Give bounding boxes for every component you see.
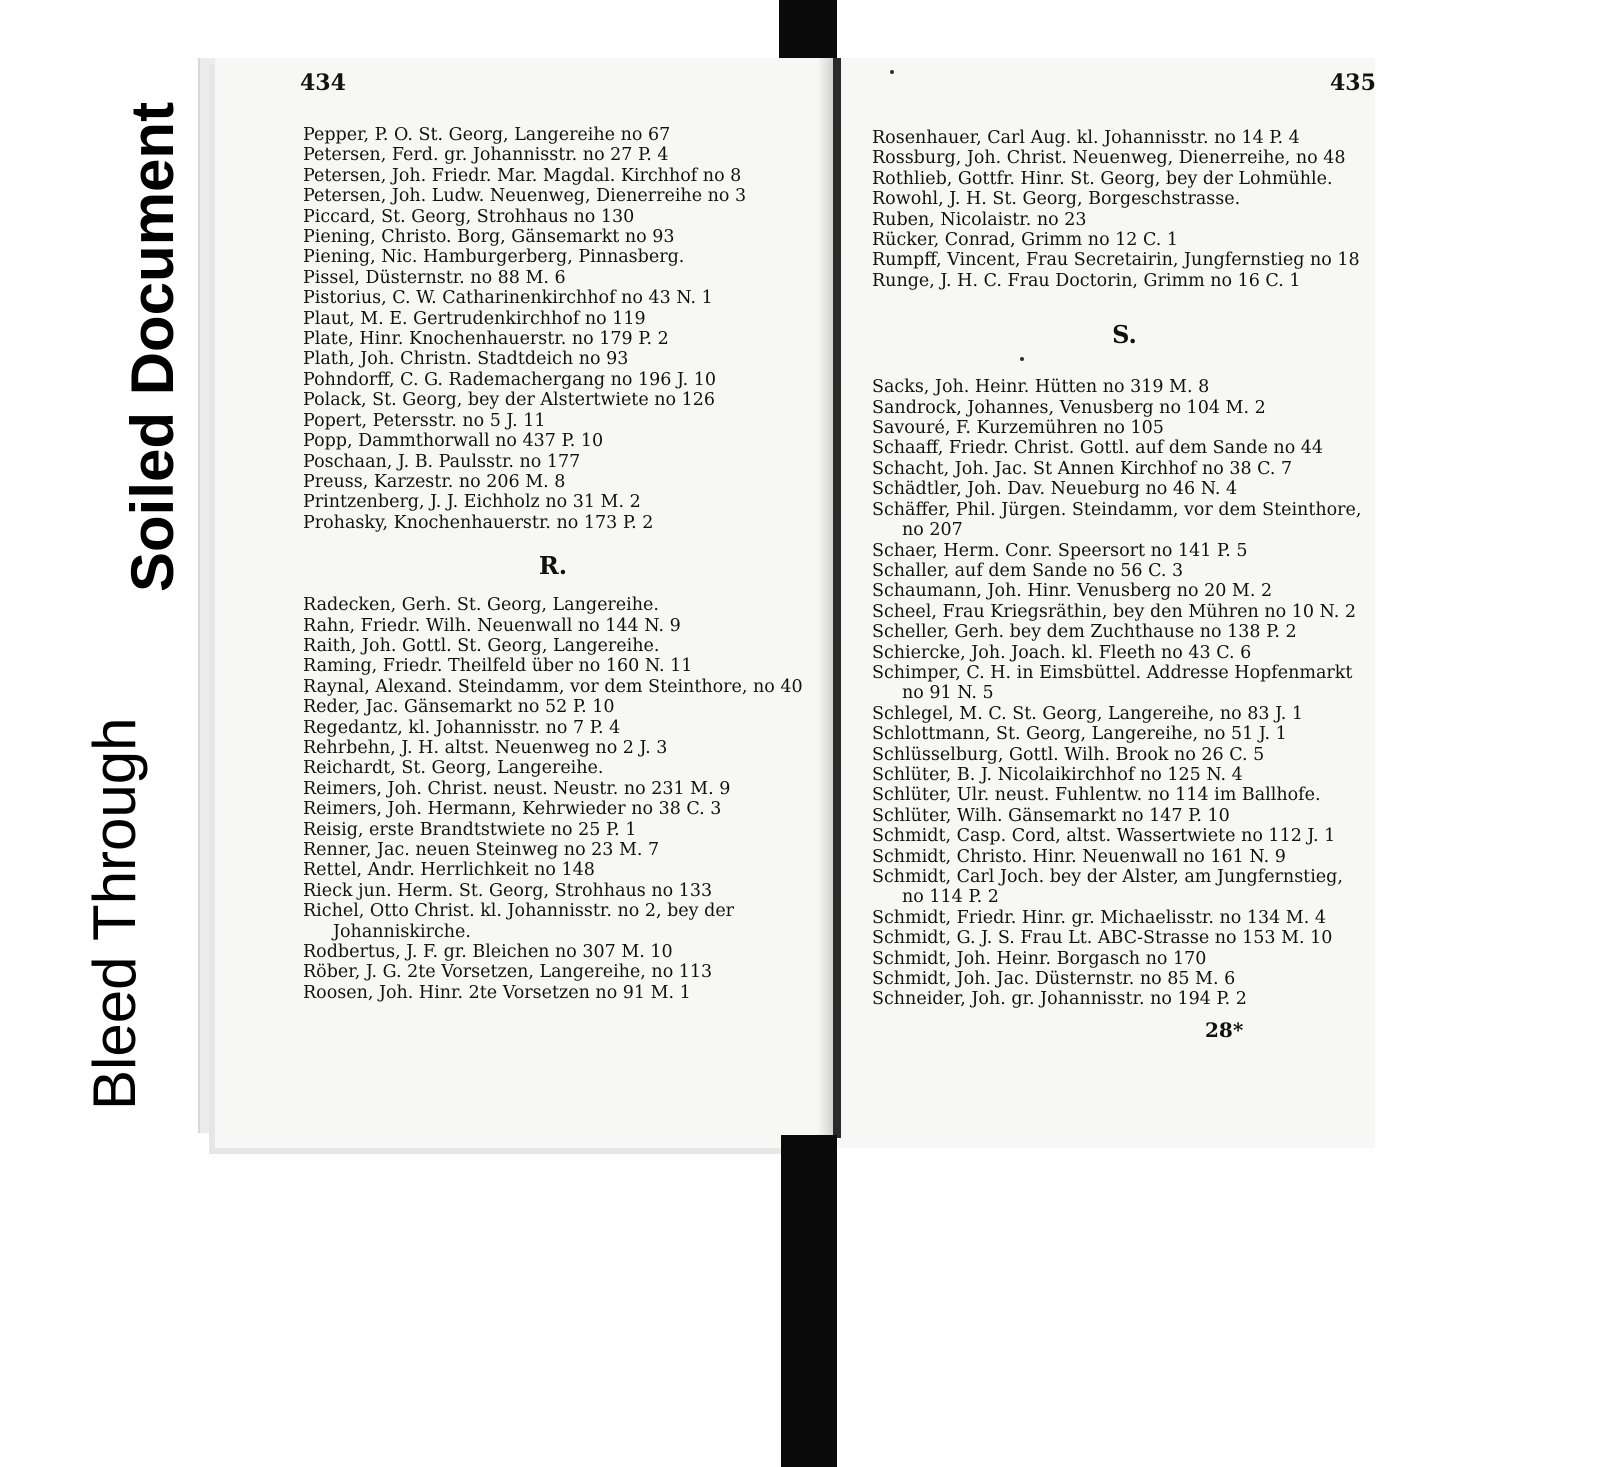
directory-entry: Rettel, Andr. Herrlichkeit no 148 bbox=[303, 860, 595, 881]
directory-entry: Plate, Hinr. Knochenhauerstr. no 179 P. 2 bbox=[303, 329, 669, 350]
directory-entry: Pissel, Düsternstr. no 88 M. 6 bbox=[303, 267, 566, 288]
directory-entry: Schmidt, Joh. Heinr. Borgasch no 170 bbox=[872, 948, 1207, 969]
entry-continuation: no 91 N. 5 bbox=[902, 683, 994, 704]
directory-entry: Schmidt, Casp. Cord, altst. Wassertwiete no 112 J. 1 bbox=[872, 826, 1336, 847]
directory-entry: Schäffer, Phil. Jürgen. Steindamm, vor dem Steinthore, bbox=[872, 499, 1362, 520]
directory-entry: Schacht, Joh. Jac. St Annen Kirchhof no 38 C. 7 bbox=[872, 458, 1293, 479]
directory-entry: Regedantz, kl. Johannisstr. no 7 P. 4 bbox=[303, 717, 621, 738]
directory-entry: Scheel, Frau Kriegsräthin, bey den Mühren no 10 N. 2 bbox=[872, 601, 1357, 622]
directory-entry: Savouré, F. Kurzemühren no 105 bbox=[872, 418, 1164, 439]
directory-entry: Reimers, Joh. Christ. neust. Neustr. no 231 M. 9 bbox=[303, 778, 731, 799]
directory-entry: Raynal, Alexand. Steindamm, vor dem Steinthore, no 40 bbox=[303, 676, 803, 697]
directory-entry: Schlüter, B. J. Nicolaikirchhof no 125 N. 4 bbox=[872, 764, 1243, 785]
entries-r-list-right bbox=[872, 128, 1377, 291]
directory-entry: Richel, Otto Christ. kl. Johannisstr. no 2, bey der bbox=[303, 901, 735, 922]
directory-entry: Rossburg, Joh. Christ. Neuenweg, Dienerreihe, no 48 bbox=[872, 148, 1346, 169]
entries-s-list-4 bbox=[872, 908, 1377, 1010]
directory-entry: Reder, Jac. Gänsemarkt no 52 P. 10 bbox=[303, 697, 615, 718]
directory-entry: Piening, Christo. Borg, Gänsemarkt no 93 bbox=[303, 227, 675, 248]
directory-entry: Pepper, P. O. St. Georg, Langereihe no 67 bbox=[303, 125, 671, 145]
entries-s-list bbox=[872, 377, 1377, 520]
directory-entry: Reisig, erste Brandtstwiete no 25 P. 1 bbox=[303, 819, 637, 840]
entries-r-list bbox=[303, 595, 803, 922]
section-letter-r: R. bbox=[538, 551, 568, 581]
directory-entry: Rothlieb, Gottfr. Hinr. St. Georg, bey der Lohmühle. bbox=[872, 168, 1333, 189]
directory-entry: Rosenhauer, Carl Aug. kl. Johannisstr. no 14 P. 4 bbox=[872, 128, 1300, 148]
directory-entry: Schiercke, Joh. Joach. kl. Fleeth no 43 C. 6 bbox=[872, 642, 1252, 663]
directory-entry: Prohasky, Knochenhauerstr. no 173 P. 2 bbox=[303, 512, 654, 533]
directory-entry: Roosen, Joh. Hinr. 2te Vorsetzen no 91 M. 1 bbox=[303, 982, 691, 1003]
directory-entry: Polack, St. Georg, bey der Alstertwiete no 126 bbox=[303, 390, 716, 411]
directory-entry: Radecken, Gerh. St. Georg, Langereihe. bbox=[303, 595, 659, 616]
speck bbox=[843, 1355, 847, 1359]
directory-entry: Scheller, Gerh. bey dem Zuchthause no 138 P. 2 bbox=[872, 622, 1297, 643]
directory-entry: Rodbertus, J. F. gr. Bleichen no 307 M. 10 bbox=[303, 942, 673, 963]
directory-entry: Rücker, Conrad, Grimm no 12 C. 1 bbox=[872, 230, 1179, 251]
directory-entry: Poschaan, J. B. Paulsstr. no 177 bbox=[303, 451, 581, 472]
directory-entry: Schmidt, Christo. Hinr. Neuenwall no 161 N. 9 bbox=[872, 846, 1286, 867]
directory-entry: Raming, Friedr. Theilfeld über no 160 N. 11 bbox=[303, 656, 693, 677]
entries-p-list bbox=[303, 125, 803, 533]
right-page-number: 435 bbox=[1330, 70, 1376, 96]
gutter-bottom-bar bbox=[781, 1135, 837, 1467]
entries-s-list-2 bbox=[872, 541, 1377, 684]
directory-entry: Schlüter, Ulr. neust. Fuhlentw. no 114 im Ballhofe. bbox=[872, 785, 1321, 806]
directory-entry: Popp, Dammthorwall no 437 P. 10 bbox=[303, 431, 604, 452]
directory-entry: Schimper, C. H. in Eimsbüttel. Addresse Hopfenmarkt bbox=[872, 662, 1353, 683]
directory-entry: Renner, Jac. neuen Steinweg no 23 M. 7 bbox=[303, 840, 660, 860]
directory-entry: Plaut, M. E. Gertrudenkirchhof no 119 bbox=[303, 308, 646, 329]
directory-entry: Rumpff, Vincent, Frau Secretairin, Jungfernstieg no 18 bbox=[872, 250, 1360, 271]
entries-s-list-3 bbox=[872, 704, 1377, 888]
entry-continuation: Johanniskirche. bbox=[333, 921, 471, 942]
speck bbox=[1020, 357, 1024, 361]
directory-entry: Schlüter, Wilh. Gänsemarkt no 147 P. 10 bbox=[872, 805, 1230, 826]
left-column bbox=[303, 125, 803, 1003]
directory-entry: Pohndorff, C. G. Rademachergang no 196 J. 10 bbox=[303, 369, 717, 390]
directory-entry: Schaer, Herm. Conr. Speersort no 141 P. 5 bbox=[872, 540, 1248, 561]
directory-entry: Schmidt, G. J. S. Frau Lt. ABC-Strasse no 153 M. 10 bbox=[872, 928, 1333, 949]
directory-entry: Rieck jun. Herm. St. Georg, Strohhaus no 133 bbox=[303, 880, 713, 901]
directory-entry: Schädtler, Joh. Dav. Neueburg no 46 N. 4 bbox=[872, 479, 1238, 500]
entries-r-list-2 bbox=[303, 942, 803, 1003]
bleed-through-stamp: Bleed Through bbox=[81, 717, 148, 1110]
directory-entry: Röber, J. G. 2te Vorsetzen, Langereihe, no 113 bbox=[303, 962, 713, 983]
directory-entry: Schmidt, Carl Joch. bey der Alster, am Jungfernstieg, bbox=[872, 867, 1343, 887]
right-column bbox=[872, 128, 1377, 1010]
directory-entry: Schaaff, Friedr. Christ. Gottl. auf dem Sande no 44 bbox=[872, 438, 1324, 459]
speck bbox=[890, 70, 894, 74]
directory-entry: Schlegel, M. C. St. Georg, Langereihe, no 83 J. 1 bbox=[872, 703, 1304, 724]
directory-entry: Rahn, Friedr. Wilh. Neuenwall no 144 N. 9 bbox=[303, 615, 681, 636]
directory-entry: Ruben, Nicolaistr. no 23 bbox=[872, 209, 1087, 230]
entry-continuation: no 207 bbox=[902, 520, 963, 541]
directory-entry: Piening, Nic. Hamburgerberg, Pinnasberg. bbox=[303, 247, 685, 268]
directory-entry: Schmidt, Joh. Jac. Düsternstr. no 85 M. 6 bbox=[872, 969, 1236, 990]
directory-entry: Printzenberg, J. J. Eichholz no 31 M. 2 bbox=[303, 492, 641, 513]
directory-entry: Sacks, Joh. Heinr. Hütten no 319 M. 8 bbox=[872, 377, 1210, 398]
directory-entry: Rowohl, J. H. St. Georg, Borgeschstrasse. bbox=[872, 189, 1241, 210]
book-spine bbox=[833, 58, 841, 1138]
directory-entry: Petersen, Joh. Friedr. Mar. Magdal. Kirchhof no 8 bbox=[303, 165, 742, 186]
directory-entry: Preuss, Karzestr. no 206 M. 8 bbox=[303, 471, 566, 492]
directory-entry: Sandrock, Johannes, Venusberg no 104 M. 2 bbox=[872, 397, 1266, 418]
directory-entry: Schneider, Joh. gr. Johannisstr. no 194 P. 2 bbox=[872, 989, 1247, 1010]
directory-entry: Pistorius, C. W. Catharinenkirchhof no 43 N. 1 bbox=[303, 288, 713, 309]
entry-continuation: no 114 P. 2 bbox=[902, 887, 999, 908]
section-letter-s: S. bbox=[1112, 320, 1137, 350]
directory-entry: Petersen, Joh. Ludw. Neuenweg, Dienerreihe no 3 bbox=[303, 186, 747, 207]
directory-entry: Schmidt, Friedr. Hinr. gr. Michaelisstr. no 134 M. 4 bbox=[872, 907, 1326, 928]
directory-entry: Reimers, Joh. Hermann, Kehrwieder no 38 C. 3 bbox=[303, 799, 722, 820]
signature-mark: 28* bbox=[1205, 1018, 1244, 1042]
directory-entry: Popert, Petersstr. no 5 J. 11 bbox=[303, 410, 546, 431]
directory-entry: Rehrbehn, J. H. altst. Neuenweg no 2 J. 3 bbox=[303, 737, 668, 758]
left-page-number: 434 bbox=[300, 70, 346, 96]
directory-entry: Piccard, St. Georg, Strohhaus no 130 bbox=[303, 206, 635, 227]
directory-entry: Runge, J. H. C. Frau Doctorin, Grimm no 16 C. 1 bbox=[872, 270, 1301, 291]
directory-entry: Schaller, auf dem Sande no 56 C. 3 bbox=[872, 560, 1184, 581]
gutter-top-bar bbox=[779, 0, 837, 58]
directory-entry: Schlüsselburg, Gottl. Wilh. Brook no 26 C. 5 bbox=[872, 744, 1265, 765]
directory-entry: Plath, Joh. Christn. Stadtdeich no 93 bbox=[303, 349, 629, 370]
directory-entry: Reichardt, St. Georg, Langereihe. bbox=[303, 758, 604, 779]
directory-entry: Petersen, Ferd. gr. Johannisstr. no 27 P. 4 bbox=[303, 145, 669, 166]
directory-entry: Schaumann, Joh. Hinr. Venusberg no 20 M. 2 bbox=[872, 581, 1273, 602]
gutter-shadow bbox=[818, 58, 834, 1138]
directory-entry: Raith, Joh. Gottl. St. Georg, Langereihe. bbox=[303, 635, 660, 656]
soiled-document-stamp: Soiled Document bbox=[119, 101, 186, 592]
directory-entry: Schlottmann, St. Georg, Langereihe, no 51 J. 1 bbox=[872, 724, 1287, 745]
